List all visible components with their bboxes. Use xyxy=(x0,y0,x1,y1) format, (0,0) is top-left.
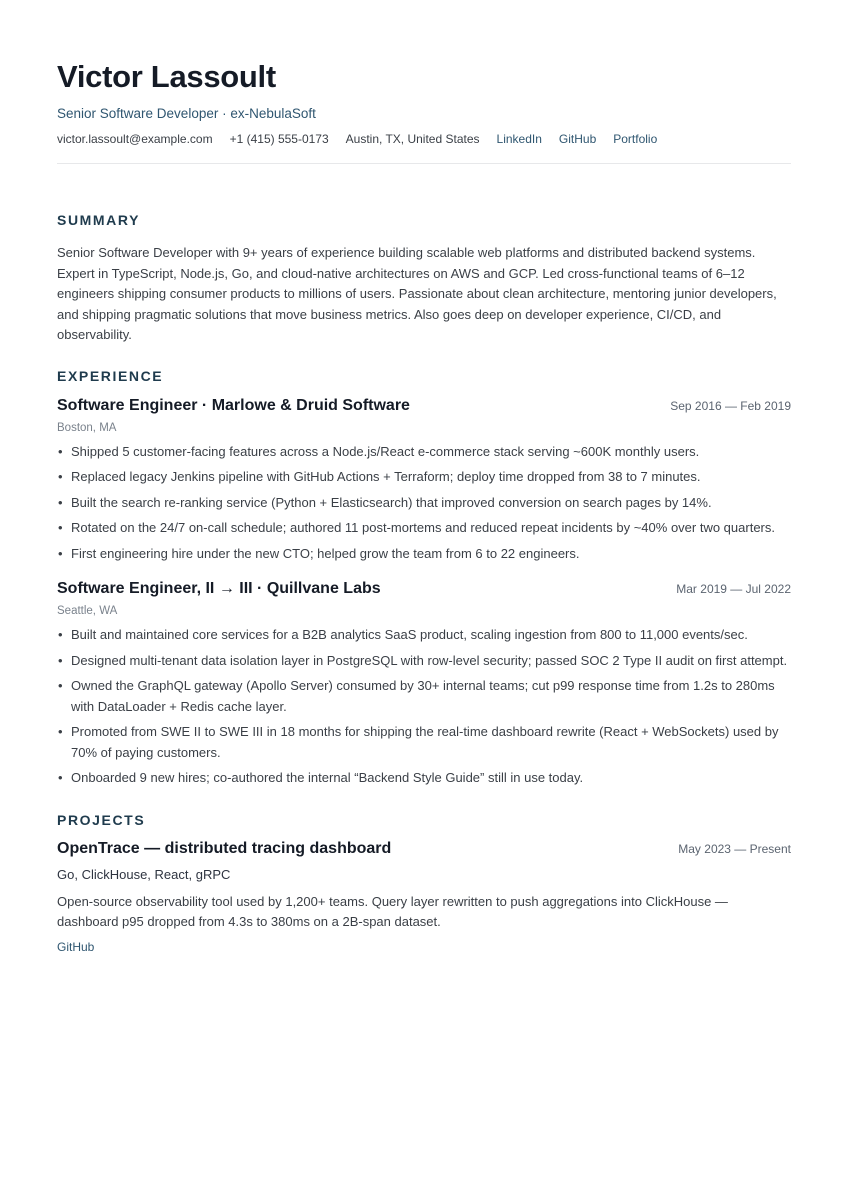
bullet-text: Built the search re-ranking service (Python + Elasticsearch) that improved conversion on search pages by 14%. xyxy=(71,494,712,510)
experience-heading: EXPERIENCE xyxy=(57,367,164,384)
bullet-text: Promoted from SWE II to SWE III in 18 months for shipping the real-time dashboard rewrite (React + WebSockets) used by 70% of paying customers. xyxy=(71,724,779,760)
project-entry xyxy=(57,838,791,955)
bullet-item xyxy=(57,625,791,646)
bullet-item xyxy=(57,676,791,717)
bullet-item xyxy=(57,493,791,514)
job-entry xyxy=(57,578,791,789)
bullet-icon: • xyxy=(58,469,63,484)
bullet-icon: • xyxy=(58,627,63,642)
bullet-icon: • xyxy=(58,770,63,785)
project-description: Open-source observability tool used by 1,200+ teams. Query layer rewritten to push aggregations into ClickHouse — dashboard p95 dropped from 4.3s to 380ms on a 2B-span dataset. xyxy=(57,893,728,929)
candidate-name: Victor Lassoult xyxy=(57,59,276,94)
linkedin-link[interactable]: LinkedIn xyxy=(496,132,542,146)
bullet-icon: • xyxy=(58,443,63,459)
job-dates: Mar 2019 — Jul 2022 xyxy=(676,582,791,596)
bullet-item xyxy=(57,651,791,672)
job-bullets xyxy=(57,625,791,789)
bullet-text: First engineering hire under the new CTO; helped grow the team from 6 to 22 engineers. xyxy=(71,545,580,561)
bullet-item xyxy=(57,442,791,463)
project-header xyxy=(57,838,791,860)
bullet-item xyxy=(57,518,791,539)
bullet-text: Rotated on the 24/7 on-call schedule; authored 11 post-mortems and reduced repeat incidents by ~40% over two quarters. xyxy=(71,520,775,535)
summary-heading: SUMMARY xyxy=(57,212,141,228)
project-dates: May 2023 — Present xyxy=(678,841,791,856)
portfolio-link[interactable]: Portfolio xyxy=(613,132,658,146)
bullet-item xyxy=(57,768,791,789)
header-divider xyxy=(57,163,791,164)
phone-number: +1 (415) 555-0173 xyxy=(229,132,329,146)
project-tech-stack: Go, ClickHouse, React, gRPC xyxy=(57,866,231,882)
job-location: Seattle, WA xyxy=(57,605,118,617)
bullet-text: Built and maintained core services for a B2B analytics SaaS product, scaling ingestion from 800 to 11,000 events/sec. xyxy=(71,627,748,642)
bullet-icon: • xyxy=(58,652,63,668)
bullet-icon: • xyxy=(58,724,63,739)
github-link[interactable]: GitHub xyxy=(558,132,597,146)
bullet-item xyxy=(57,722,791,763)
bullet-text: Shipped 5 customer-facing features across a Node.js/React e-commerce stack serving ~600K monthly users. xyxy=(71,443,700,459)
summary-text: Senior Software Developer with 9+ years of experience building scalable web platforms and distributed backend systems. Expert in TypeScript, Node.js, Go, and cloud-native architectures on AWS and GCP. Led cross-functional teams of 6–12 engineers shipping consumer products to millions of users. Passionate about clean architecture, mentoring junior developers, and shipping pragmatic solutions that move business metrics. Also goes deep on developer experience, CI/CD, and observability. xyxy=(57,245,777,342)
bullet-text: Replaced legacy Jenkins pipeline with GitHub Actions + Terraform; deploy time dropped from 38 to 7 minutes. xyxy=(71,469,701,484)
job-title: Software Engineer, II → III · Quillvane Labs xyxy=(57,580,381,597)
bullet-icon: • xyxy=(58,520,63,535)
job-dates: Sep 2016 — Feb 2019 xyxy=(670,398,791,413)
email-link[interactable]: victor.lassoult@example.com xyxy=(57,132,213,146)
project-title: OpenTrace — distributed tracing dashboard xyxy=(57,839,392,857)
bullet-icon: • xyxy=(58,494,63,510)
location: Austin, TX, United States xyxy=(345,132,480,146)
job-location: Boston, MA xyxy=(57,421,117,434)
bullet-icon: • xyxy=(58,678,63,693)
bullet-text: Designed multi-tenant data isolation layer in PostgreSQL with row-level security; passed SOC 2 Type II audit on first attempt. xyxy=(71,652,788,668)
job-header xyxy=(57,395,791,417)
job-bullets xyxy=(57,442,791,565)
bullet-text: Owned the GraphQL gateway (Apollo Server) consumed by 30+ internal teams; cut p99 response time from 1.2s to 280ms with DataLoader + Redis cache layer. xyxy=(71,678,775,714)
projects-heading: PROJECTS xyxy=(57,811,146,828)
bullet-item xyxy=(57,544,791,565)
bullet-icon: • xyxy=(58,545,63,561)
bullet-item xyxy=(57,467,791,488)
bullet-text: Onboarded 9 new hires; co-authored the internal “Backend Style Guide” still in use today. xyxy=(71,770,584,785)
job-entry xyxy=(57,395,791,565)
job-header xyxy=(57,578,791,600)
project-github-link[interactable]: GitHub xyxy=(57,939,95,954)
contact-row xyxy=(57,131,791,147)
headline: Senior Software Developer · ex-NebulaSoft xyxy=(57,106,316,121)
job-title: Software Engineer · Marlowe & Druid Software xyxy=(57,396,410,414)
